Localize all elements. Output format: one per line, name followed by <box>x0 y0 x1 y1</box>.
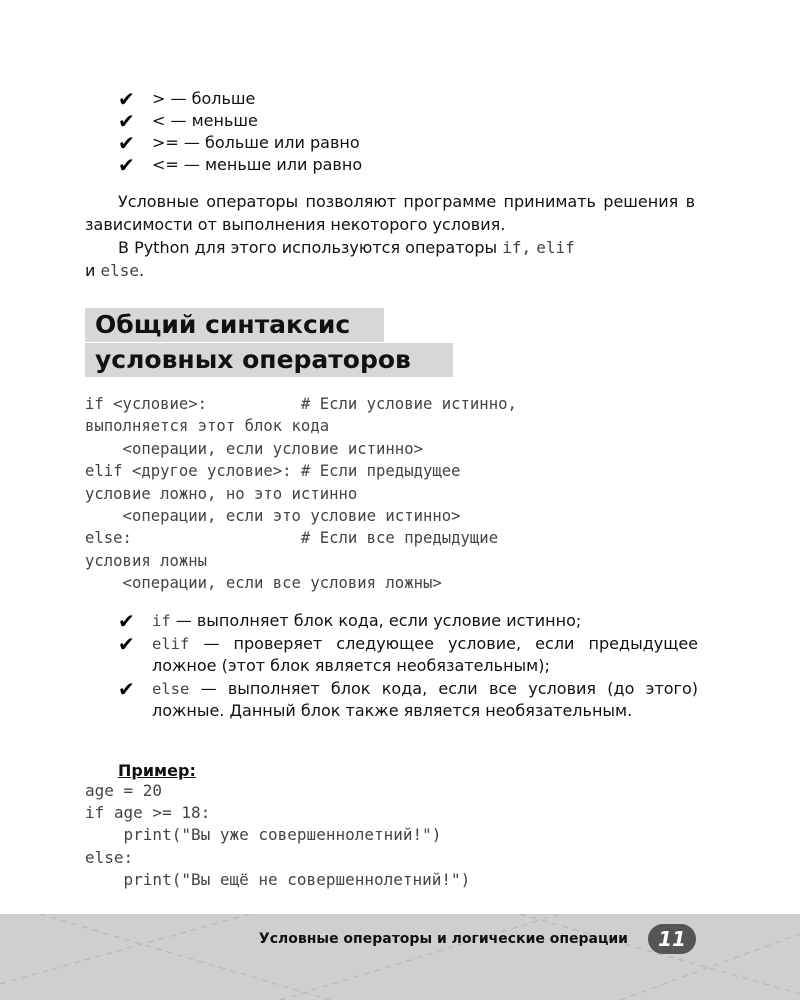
code-elif: elif <box>536 238 575 257</box>
code-line: elif <другое условие>: # Если предыдущее <box>85 462 461 481</box>
code-else: else <box>100 261 140 280</box>
checkmark-icon: ✔ <box>118 153 135 177</box>
operator-descriptions-list <box>118 610 698 723</box>
section-heading-line1: Общий синтаксис <box>85 308 384 342</box>
paragraph-python-operators: В Python для этого используются операторы if, elif и else. <box>85 238 575 280</box>
code-line: print("Вы уже совершеннолетний!") <box>85 825 442 845</box>
paragraph-conditional-intro: Условные операторы позволяют программе принимать решения в зависимости от выполнения некоторого условия. <box>85 192 695 234</box>
code-line: <операции, если условие истинно> <box>85 439 423 458</box>
list-item: ✔ elif — проверяет следующее условие, если предыдущее ложное (этот блок является необязательным); <box>118 631 698 675</box>
checkmark-icon: ✔ <box>118 609 135 633</box>
code-line: if age >= 18: <box>85 803 211 823</box>
code-line: age = 20 <box>85 781 163 800</box>
checkmark-icon: ✔ <box>118 676 135 701</box>
code-line: if <условие>: # Если условие истинно, <box>85 395 517 413</box>
list-item: ✔ <= — меньше или равно <box>118 153 363 177</box>
list-item: ✔ >= — больше или равно <box>118 131 360 155</box>
code-line: <операции, если это условие истинно> <box>85 507 461 526</box>
list-item: ✔ > — больше <box>118 87 256 111</box>
code-line: условие ложно, но это истинно <box>85 484 358 503</box>
checkmark-icon: ✔ <box>118 631 135 656</box>
code-line: выполняется этот блок кода <box>85 417 330 436</box>
list-item: ✔ < — меньше <box>118 109 258 133</box>
code-line: условия ложны <box>85 551 208 570</box>
list-item: ✔ else — выполняет блок кода, если все условия (до этого) ложные. Данный блок также является необязательным. <box>118 676 698 720</box>
code-line: else: # Если все предыдущие <box>85 529 499 548</box>
page-footer <box>0 914 800 1000</box>
section-heading-line2: условных операторов <box>85 343 453 377</box>
list-item: ✔ if — выполняет блок кода, если условие истинно; <box>118 609 582 633</box>
code-line: print("Вы ещё не совершеннолетний!") <box>85 869 471 889</box>
footer-chapter-title: Условные операторы и логические операции <box>258 931 628 947</box>
checkmark-icon: ✔ <box>118 87 135 111</box>
syntax-code-block <box>85 393 517 595</box>
code-line: else: <box>85 847 134 867</box>
code-line: <операции, если все условия ложны> <box>85 574 442 593</box>
page-number-badge: 11 <box>648 924 696 954</box>
checkmark-icon: ✔ <box>118 131 135 155</box>
example-code-block <box>85 780 470 891</box>
code-if: if, <box>502 238 532 257</box>
checkmark-icon: ✔ <box>118 109 135 133</box>
comparison-operators-list <box>118 88 362 176</box>
example-label: Пример: <box>118 761 196 780</box>
